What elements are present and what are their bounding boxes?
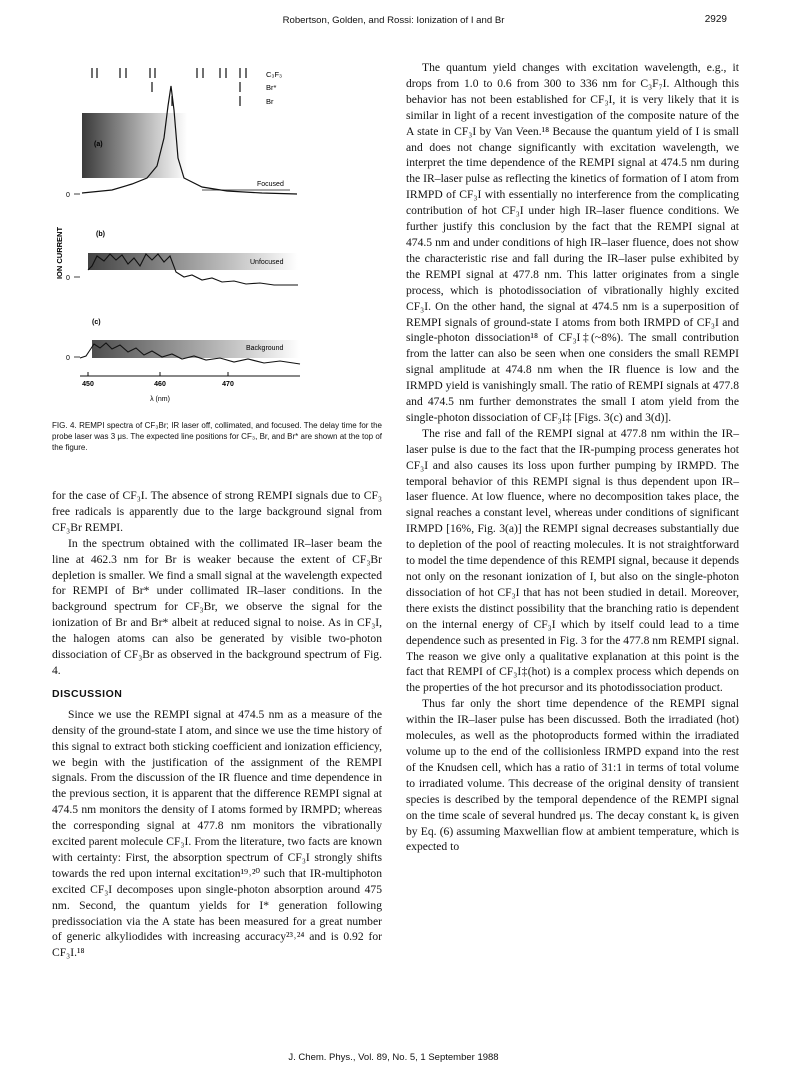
paragraph: for the case of CF₃I. The absence of strong REMPI signals due to CF₃ free radicals is apparently due to the large background signal from CF₃Br REMPI. [52,489,382,534]
x-axis-ticks [88,372,228,376]
zero-label-a: 0 [66,192,70,199]
journal-footer: J. Chem. Phys., Vol. 89, No. 5, 1 September 1988 [288,1052,499,1063]
panel-a-label: (a) [94,141,103,148]
x-tick-470: 470 [222,381,234,388]
section-heading: DISCUSSION [52,687,123,700]
paragraph: Since we use the REMPI signal at 474.5 nm as a measure of the density of the ground-state I atom, and since we use the time history of this signal to extract both sticking coefficient and ionization efficiency, we begin with the justification of the assignment of the REMPI signals. From the discussion of the IR fluence and time dependence in the previous section, it is apparent that the difference REMPI signal at 474.5 nm monitors the density of I atoms formed by IRMPD; whereas the corresponding signal at 477.8 nm monitors the vibrationally excited parent molecule CF₃I. From the literature, two facts are known with certainty: First, the absorption spectrum of CF₃I strongly shifts towards the red upon internal excitation¹⁹˒²⁰ such that IR-multiphoton excited CF₃I decomposes upon single-photon absorption around 475 nm. Second, the quantum yields for I* generation following predissociation via the A state has been measured for a great number of generic alkyliodides with increasing accuracy²³˒²⁴ and is 0.92 for CF₃I.¹⁸ [52,707,382,960]
background-label: Background [246,345,284,352]
figure-caption: FIG. 4. REMPI spectra of CF₃Br; IR laser off, collimated, and focused. The delay time for the probe laser was 3 μs. The expected line positions for CF₃, Br, and Br* are shown at the top of the figure. [52,421,382,452]
paragraph: The quantum yield changes with excitation wavelength, e.g., it drops from 1.0 to 0.6 from 300 to 336 nm for C₃F₇I. Although this behavior has not been established for CF₃I, it is very likely that it is similar in light of a recent investigation of the composite nature of the A state in CF₃I by Van Veen.¹⁸ Because the quantum yield of I is small and does not change significantly with excitation wavelength, we interpret the time dependence of the REMPI signal at 474.5 nm during the IR–laser pulse as reflecting the kinetics of formation of I atom from IRMPD of CF₃I with essentially no interference from the complicating contribution of hot CF₃I under high IR–laser fluence conditions. We further justify this conclusion by the fact that the REMPI signal at 474.5 nm and under conditions of high IR–laser fluence, does not show the characteristic rise and fall during the IR–laser pulse exhibited by the REMPI signal at 477.8 nm. This latter originates from a single process, which is photodissociation of vibrationally highly excited CF₃I. On the other hand, the signal at 474.5 nm is a superposition of REMPI signals of ground-state I atoms from both IRMPD of CF₃I and single-photon dissociation¹⁸ of CF₃I‡(~8%). The small contribution from the latter can also be seen when one considers the small REMPI signal amplitude at 474.8 nm when the IR fluence is low and the IRMPD yield is vanishingly small. The ratio of REMPI signals at 477.8 and 474.5 nm further demonstrates the small I atom yield from the single-photon dissociation of CF₃I‡ [Figs. 3(c) and 3(d)]. [406,61,739,424]
panel-c-label: (c) [92,319,101,326]
paragraph: In the spectrum obtained with the collimated IR–laser beam the line at 462.3 nm for Br is weaker because the extent of CF₃Br depletion is smaller. We find a small signal at the wavelength expected for REMPI of Br* under collimated IR–laser conditions. In the background spectrum for CF₃Br, we observe the signal for the ionization of Br and Br* albeit at reduced signal to noise. As in CF₃I, the halogen atoms can also be generated by visible two-photon dissociation of CF₃Br as observed in the background spectrum of Fig. 4. [52,536,382,677]
y-axis-label: ION CURRENT [55,226,64,280]
right-column [406,60,739,855]
focused-label: Focused [257,181,284,188]
paragraph: Thus far only the short time dependence of the REMPI signal within the IR–laser pulse has been discussed. Both the irradiated (hot) molecules, as well as the photoproducts formed within the irradiated volume up to the end of the collisionless IRMPD expand into the rest of the Knudsen cell, which has a ratio of 31:1 in terms of total volume to irradiated volume. This decrease of the original density of transient species is described by the temporal dependence of the REMPI signal on the time scale of several hundred μs. The decay constant kₐ is given by Eq. (6) assuming Maxwellian flow at ambient temperature, which is expected to [406,697,739,854]
x-tick-450: 450 [82,381,94,388]
running-header [0,12,787,32]
zero-label-c: 0 [66,355,70,362]
page-number: 2929 [704,14,727,25]
running-title: Robertson, Golden, and Rossi: Ionization of I and Br [282,15,505,26]
panel-b-label: (b) [96,231,105,238]
paragraph: The rise and fall of the REMPI signal at 477.8 nm within the IR–laser pulse is due to the fact that the IR-pumping process generates hot CF₃I and also causes its loss upon further pumping by IRMPD. The temporal behavior of this REMPI signal is thus dependent upon IR–laser fluence. At low fluence, where no decomposition takes place, the signal reaches a constant level, whereas under conditions of significant IRMPD [16%, Fig. 3(a)] the REMPI signal decreases substantially due to depletion of the pool of reacting molecules. It is not straightforward to model the time dependence of this REMPI signal, because it depends not only on the resonant ionization of I, but also on the single-photon dissociation of hot CF₃I that has not been studied in detail. Moreover, there exists the distinct possibility that the branching ratio is dependent on the internal energy of CF₃I which by itself could lead to a time dependence such as presented in Fig. 3 for the 477.8 nm REMPI signal. The reason we give only a qualitative explanation at this point is the fact that REMPI of CF₃I‡(hot) is a complex process which depends on the properties of the hot precursor and its photodissociation product. [406,426,739,695]
spectra-plot [52,58,377,410]
left-column [52,488,382,961]
zero-label-b: 0 [66,275,70,282]
label-br-star: Br* [266,83,277,92]
x-tick-460: 460 [154,381,166,388]
unfocused-label: Unfocused [250,259,284,266]
label-br: Br [266,97,274,106]
x-axis-label: λ (nm) [150,396,170,403]
figure-4 [52,58,377,410]
label-cf3: C₃F₃ [266,70,283,79]
